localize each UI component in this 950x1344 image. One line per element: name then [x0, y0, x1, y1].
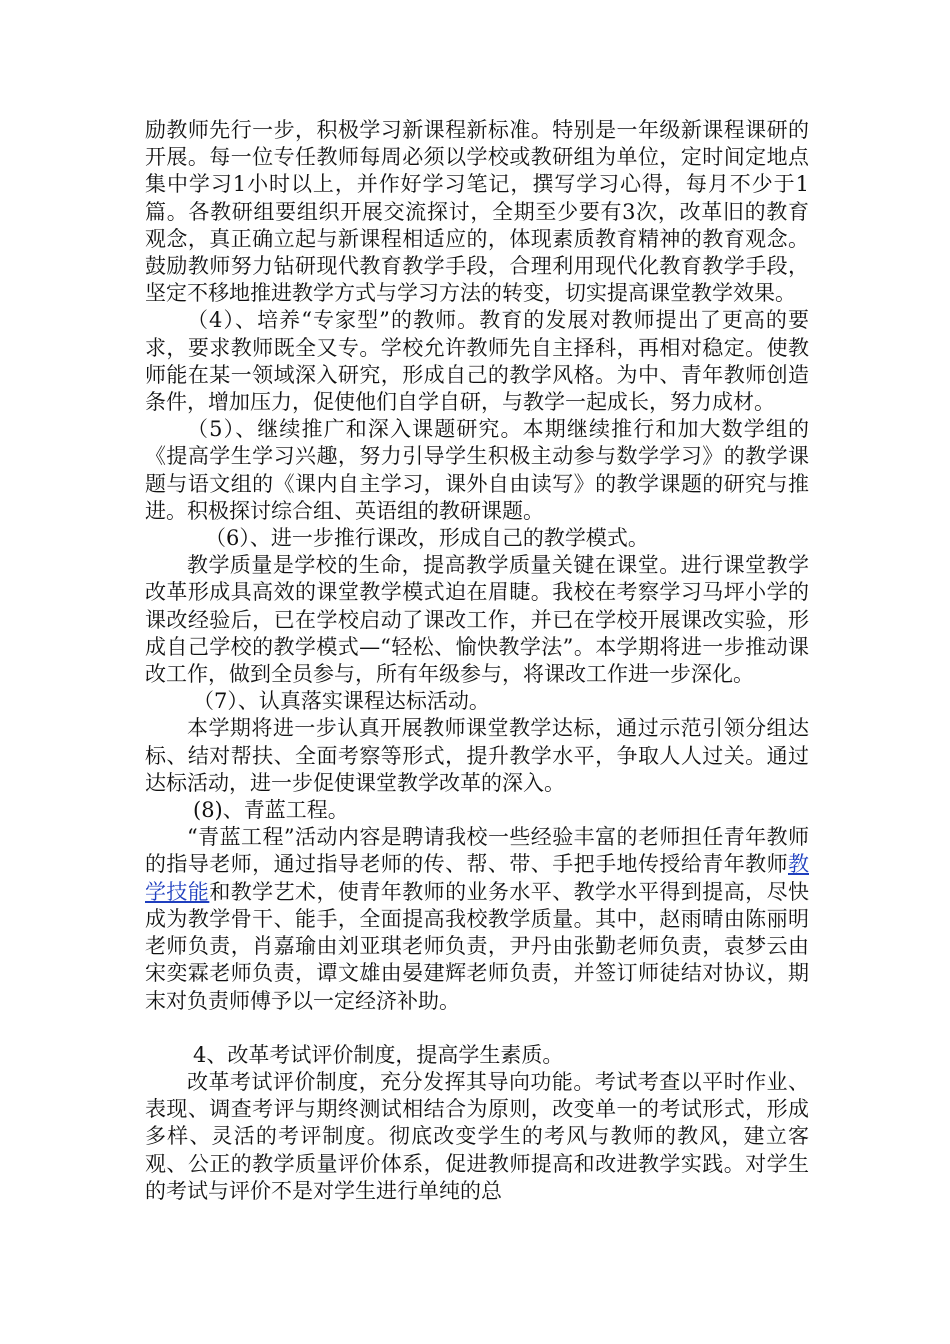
qinglan-text-a: “青蓝工程”活动内容是聘请我校一些经验丰富的老师担任青年教师的指导老师，通过指导老师的传、帮、带、手把手地传授给青年教师	[145, 825, 809, 877]
paragraph-standards: 本学期将进一步认真开展教师课堂教学达标，通过示范引领分组达标、结对帮扶、全面考察等形式，提升教学水平，争取人人过关。通过达标活动，进一步促使课堂教学改革的深入。	[145, 716, 809, 795]
paragraph-item-4: （4）、培养“专家型”的教师。教育的发展对教师提出了更高的要求，要求教师既全又专。学校允许教师先自主择科，再相对稳定。使教师能在某一领域深入研究，形成自己的教学风格。为中、青年教师创造条件，增加压力，促使他们自学自研，与教学一起成长，努力成材。	[145, 308, 809, 415]
heading-section-4: 4、改革考试评价制度，提高学生素质。	[193, 1042, 564, 1067]
heading-item-8: (8)、青蓝工程。	[193, 798, 349, 823]
paragraph-qinglan	[145, 824, 809, 1014]
paragraph-1: 励教师先行一步，积极学习新课程新标准。特别是一年级新课程课研的开展。每一位专任教师每周必须以学校或教研组为单位，定时间定地点集中学习1小时以上，并作好学习笔记，撰写学习心得，每月不少于1篇。各教研组要组织开展交流探讨，全期至少要有3次，改革旧的教育观念，真正确立起与新课程相适应的，体现素质教育精神的教育观念。鼓励教师努力钻研现代教育教学手段，合理利用现代化教育教学手段，坚定不移地推进教学方式与学习方法的转变，切实提高课堂教学效果。	[145, 118, 809, 306]
document-page	[145, 117, 809, 1205]
teaching-skills-link[interactable]: 教学技能	[145, 852, 809, 904]
paragraph-teaching-quality: 教学质量是学校的生命，提高教学质量关键在课堂。进行课堂教学改革形成具高效的课堂教学模式迫在眉睫。我校在考察学习马坪小学的课改经验后，已在学校启动了课改工作，并已在学校开展课改实验，形成自己学校的教学模式—“轻松、愉快教学法”。本学期将进一步推动课改工作，做到全员参与，所有年级参与，将课改工作进一步深化。	[145, 553, 809, 687]
paragraph-item-5: （5）、继续推广和深入课题研究。本期继续推行和加大数学组的《提高学生学习兴趣，努力引导学生积极主动参与数学学习》的教学课题与语文组的《课内自主学习，课外自由读写》的教学课题的研究与推进。积极探讨综合组、英语组的教研课题。	[145, 417, 809, 523]
paragraph-exam-reform: 改革考试评价制度，充分发挥其导向功能。考试考查以平时作业、表现、调查考评与期终测试相结合为原则，改变单一的考试形式，形成多样、灵活的考评制度。彻底改变学生的考风与教师的教风，建立客观、公正的教学质量评价体系，促进教师提高和改进教学实践。对学生的考试与评价不是对学生进行单纯的总	[145, 1069, 809, 1203]
heading-item-7: （7）、认真落实课程达标活动。	[193, 689, 490, 714]
paragraph-spacer	[145, 1015, 809, 1042]
heading-item-6: （6）、进一步推行课改，形成自己的教学模式。	[205, 526, 649, 551]
qinglan-text-b: 和教学艺术，使青年教师的业务水平、教学水平得到提高，尽快成为教学骨干、能手，全面提高我校教学质量。其中，赵雨晴由陈丽明老师负责，肖嘉瑜由刘亚琪老师负责，尹丹由张勤老师负责，袁梦云由宋奕霖老师负责，谭文雄由晏建辉老师负责，并签订师徒结对协议，期末对负责师傅予以一定经济补助。	[145, 879, 810, 1013]
